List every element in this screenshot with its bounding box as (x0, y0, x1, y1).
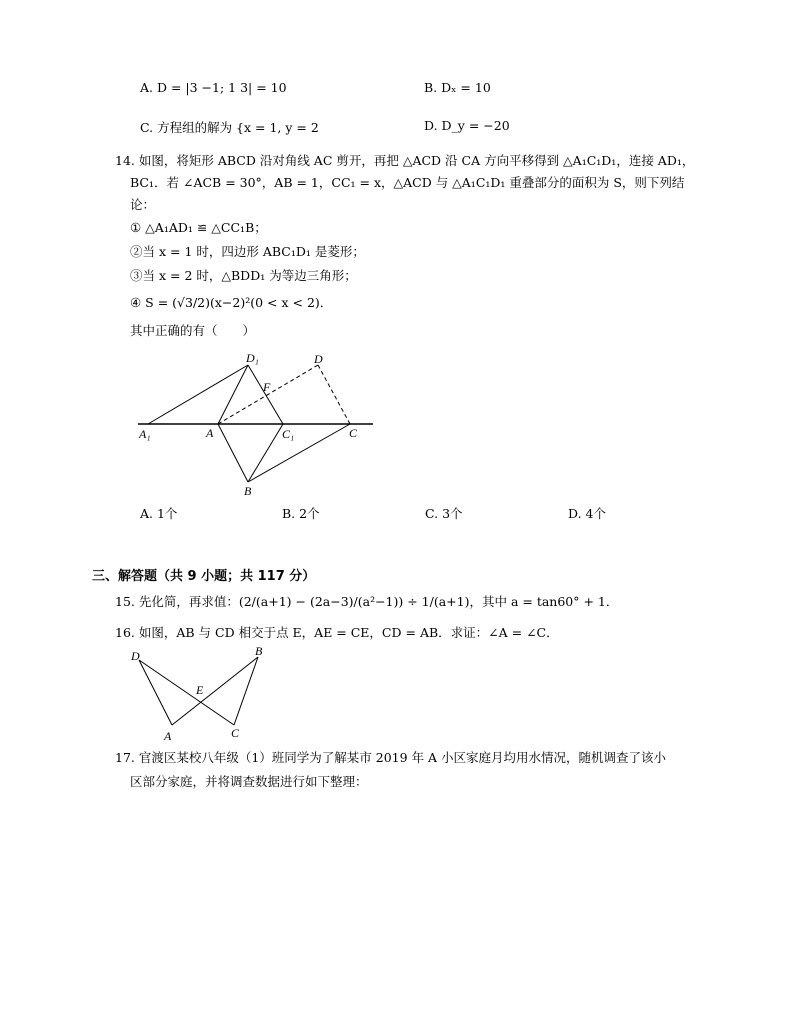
q14-option-c: C. 3个 (425, 506, 463, 521)
q14-option-d: D. 4个 (568, 506, 606, 521)
q14-item2: ②当 x = 1 时，四边形 ABC₁D₁ 是菱形； (130, 244, 365, 259)
q16-label-b: B (255, 644, 263, 658)
q14-segment-ab (218, 424, 248, 482)
q14-label-a1: A₁ (139, 427, 151, 441)
q16-label-e: E (196, 683, 204, 697)
q14-label-b: B (244, 484, 252, 498)
q14-option-b: B. 2个 (282, 506, 320, 521)
q14-option-a: A. 1个 (140, 506, 178, 521)
q17-line2: 区部分家庭，并将调查数据进行如下整理： (130, 774, 368, 789)
q16-figure (125, 642, 275, 742)
q14-figure (130, 345, 390, 505)
q14-label-a: A (206, 426, 214, 440)
q16-segment-bc (234, 657, 258, 725)
q15-text: 15. 先化简，再求值：(2/(a+1) − (2a−3)/(a²−1)) ÷ 1/(a+1)，其中 a = tan60° + 1． (115, 594, 619, 609)
q14-label-c1: C₁ (282, 427, 295, 441)
section-3-title: 三、解答题（共 9 小题；共 117 分） (92, 569, 316, 584)
q14-line1: 14. 如图，将矩形 ABCD 沿对角线 AC 剪开，再把 △ACD 沿 CA 方向平移得到 △A₁C₁D₁，连接 AD₁， (115, 153, 695, 168)
q13-option-a: A. D = |3 −1; 1 3| = 10 (140, 80, 287, 95)
q16-label-c: C (231, 726, 240, 740)
q16-segment-da (139, 660, 172, 725)
q13-option-c: C. 方程组的解为 {x = 1, y = 2 (140, 120, 319, 135)
q16-segment-dc (139, 660, 234, 725)
q14-item4: ④ S = (√3/2)(x−2)²(0 < x < 2)． (130, 295, 333, 310)
q13-option-d: D. D_y = −20 (424, 118, 510, 133)
q17-line1: 17. 官渡区某校八年级（1）班同学为了解某市 2019 年 A 小区家庭月均用水情况，随机调查了该小 (115, 750, 667, 765)
q14-segment-bc1 (248, 424, 283, 482)
q16-text: 16. 如图，AB 与 CD 相交于点 E，AE = CE，CD = AB．求证：∠A = ∠C． (115, 625, 559, 640)
q14-line2: BC₁．若 ∠ACB = 30°，AB = 1，CC₁ = x，△ACD 与 △A₁C₁D₁ 重叠部分的面积为 S，则下列结 (130, 175, 685, 190)
q14-label-d1: D₁ (246, 351, 259, 365)
q14-label-f: F (263, 380, 271, 394)
q16-label-a: A (164, 729, 172, 742)
q14-label-c: C (349, 426, 358, 440)
q14-segment-bc (248, 424, 350, 482)
q14-line3: 论： (130, 197, 156, 212)
q14-segment-dc-dashed (318, 365, 350, 424)
q14-item3: ③当 x = 2 时，△BDD₁ 为等边三角形； (130, 268, 357, 283)
q13-option-b: B. Dₓ = 10 (424, 80, 491, 95)
q14-segment-d1c1 (248, 365, 283, 424)
q14-item1: ① △A₁AD₁ ≌ △CC₁B； (130, 220, 267, 235)
q14-prompt: 其中正确的有（ ） (130, 323, 256, 338)
q14-label-d: D (314, 352, 323, 366)
q16-label-d: D (131, 649, 140, 663)
